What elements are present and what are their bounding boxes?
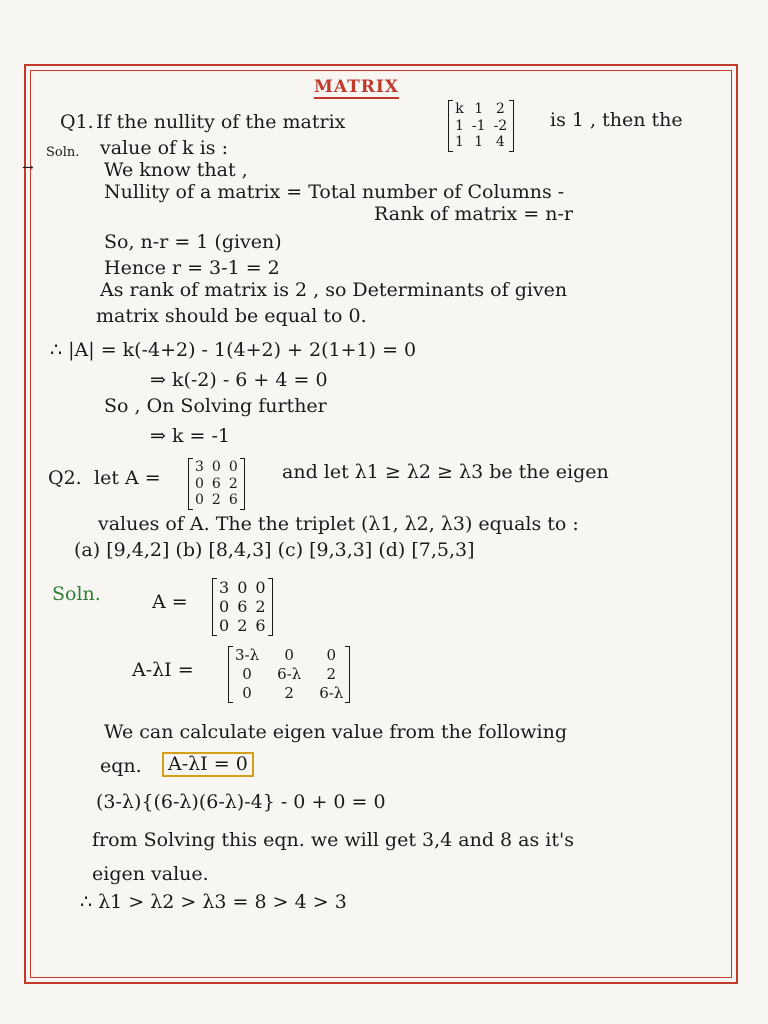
soln1-line: Rank of matrix = n-r bbox=[374, 203, 573, 225]
matrix-cell: 1 bbox=[455, 117, 464, 134]
matrix-cell: 0 bbox=[219, 615, 230, 635]
matrix-cell: 6 bbox=[237, 596, 248, 616]
q2-matrix bbox=[188, 458, 245, 510]
matrix-cell: 0 bbox=[195, 475, 204, 492]
q2-text-c: values of A. The the triplet (λ1, λ2, λ3) equals to : bbox=[98, 513, 579, 535]
page-title: MATRIX bbox=[314, 77, 399, 97]
q1-text-c: value of k is : bbox=[100, 137, 228, 159]
matrix-cell: 0 bbox=[326, 646, 337, 664]
matrix-cell: 3-λ bbox=[235, 646, 260, 664]
matrix-cell: 0 bbox=[195, 492, 204, 509]
soln2-a-label: A = bbox=[152, 591, 188, 613]
matrix-cell: 1 bbox=[474, 134, 484, 151]
soln1-line: matrix should be equal to 0. bbox=[96, 305, 367, 327]
matrix-cell: 0 bbox=[219, 596, 230, 616]
q2-text-b: and let λ1 ≥ λ2 ≥ λ3 be the eigen bbox=[282, 461, 609, 483]
soln2-line: (3-λ){(6-λ)(6-λ)-4} - 0 + 0 = 0 bbox=[96, 791, 386, 813]
matrix-cell: 6 bbox=[255, 615, 266, 635]
soln2-ai-label: A-λI = bbox=[132, 659, 194, 681]
matrix-cell: 4 bbox=[495, 134, 505, 151]
soln2-line: eigen value. bbox=[92, 863, 209, 885]
matrix-cell: 2 bbox=[255, 596, 266, 616]
soln1-line: ∴ |A| = k(-4+2) - 1(4+2) + 2(1+1) = 0 bbox=[50, 339, 417, 361]
matrix-cell: 0 bbox=[237, 578, 248, 597]
soln2-line: We can calculate eigen value from the following bbox=[104, 721, 567, 743]
matrix-cell: 2 bbox=[211, 492, 221, 509]
matrix-cell: -1 bbox=[471, 117, 486, 134]
matrix-cell: 2 bbox=[228, 475, 238, 492]
soln1-line: So, n-r = 1 (given) bbox=[104, 231, 282, 253]
q1-text-b: is 1 , then the bbox=[550, 109, 683, 131]
matrix-cell: 2 bbox=[495, 101, 505, 117]
matrix-cell: 6-λ bbox=[319, 683, 344, 702]
q1-matrix bbox=[448, 100, 514, 152]
matrix-cell: 6 bbox=[228, 492, 238, 509]
soln1-line: Hence r = 3-1 = 2 bbox=[104, 257, 280, 279]
matrix-cell: 0 bbox=[255, 578, 266, 597]
soln2-a-matrix bbox=[212, 578, 273, 636]
eigen-equation-box: A-λI = 0 bbox=[162, 752, 254, 777]
soln2-line: from Solving this eqn. we will get 3,4 and 8 as it's bbox=[92, 829, 574, 851]
matrix-cell: k bbox=[455, 101, 464, 117]
matrix-cell: 6 bbox=[211, 475, 221, 492]
matrix-cell: 2 bbox=[237, 615, 248, 635]
q1-label: Q1. bbox=[60, 111, 94, 133]
matrix-cell: 0 bbox=[242, 683, 252, 702]
matrix-cell: 3 bbox=[219, 578, 230, 597]
soln1-label: Soln. bbox=[46, 145, 80, 160]
q1-text-a: If the nullity of the matrix bbox=[96, 111, 346, 133]
soln2-line: ∴ λ1 > λ2 > λ3 = 8 > 4 > 3 bbox=[80, 891, 347, 913]
soln1-line: Nullity of a matrix = Total number of Columns - bbox=[104, 181, 565, 203]
soln1-line: ⇒ k(-2) - 6 + 4 = 0 bbox=[150, 369, 328, 391]
q2-text-a: let A = bbox=[94, 467, 161, 489]
soln1-line: We know that , bbox=[104, 159, 248, 181]
matrix-cell: 2 bbox=[326, 664, 337, 683]
soln2-label: Soln. bbox=[52, 583, 101, 605]
matrix-cell: 0 bbox=[242, 664, 252, 683]
soln1-line: So , On Solving further bbox=[104, 395, 327, 417]
soln2-line: eqn. bbox=[100, 755, 142, 777]
q2-label: Q2. bbox=[48, 467, 82, 489]
matrix-cell: 6-λ bbox=[277, 664, 302, 683]
matrix-cell: 2 bbox=[284, 683, 294, 702]
soln1-line: As rank of matrix is 2 , so Determinants of given bbox=[100, 279, 568, 301]
matrix-cell: 0 bbox=[228, 459, 238, 475]
q2-options: (a) [9,4,2] (b) [8,4,3] (c) [9,3,3] (d) [7,5,3] bbox=[74, 539, 475, 561]
soln2-ai-matrix bbox=[228, 646, 350, 703]
matrix-cell: 0 bbox=[284, 646, 294, 664]
matrix-cell: 0 bbox=[211, 459, 221, 475]
arrow-right-icon: → bbox=[22, 160, 34, 176]
matrix-cell: 1 bbox=[455, 134, 464, 151]
soln1-line: ⇒ k = -1 bbox=[150, 425, 230, 447]
matrix-cell: 3 bbox=[195, 459, 204, 475]
matrix-cell: -2 bbox=[493, 117, 508, 134]
matrix-cell: 1 bbox=[474, 101, 484, 117]
